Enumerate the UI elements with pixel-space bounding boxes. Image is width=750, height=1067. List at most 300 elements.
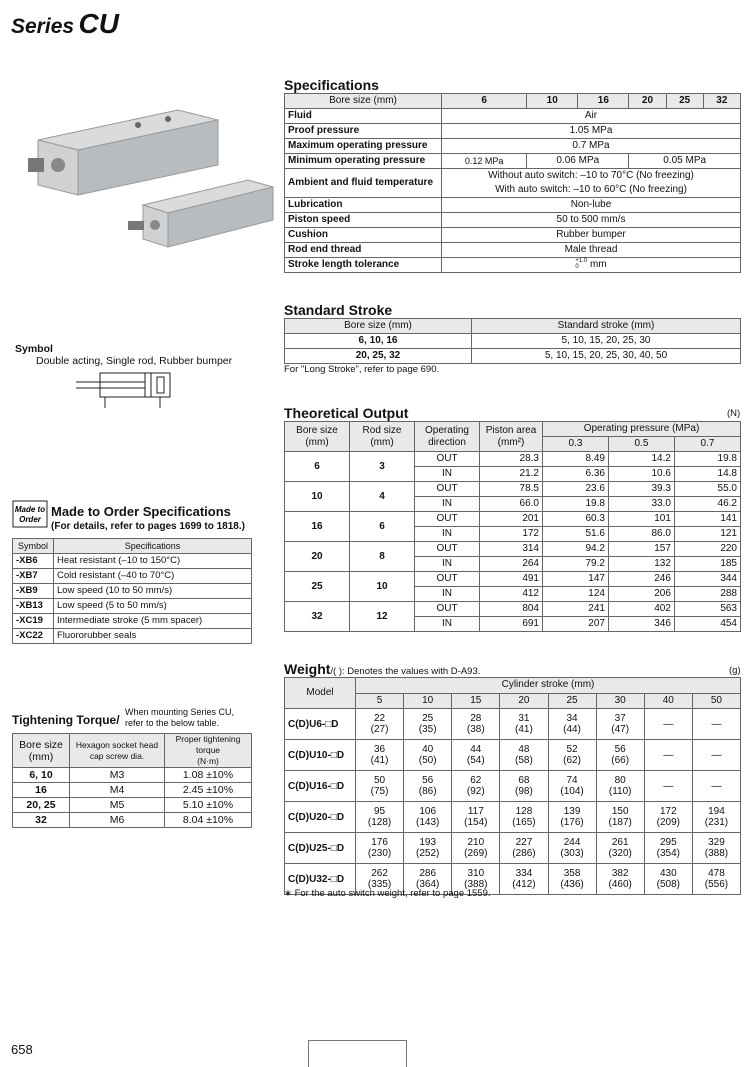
standard-stroke-title: Standard Stroke bbox=[284, 302, 393, 318]
spec-row-ambient bbox=[285, 169, 741, 198]
output-bore: 32 bbox=[285, 602, 350, 632]
weight-model: C(D)U25-□D bbox=[285, 833, 356, 864]
weight-value-a93: (436) bbox=[560, 879, 584, 890]
bore-10: 10 bbox=[527, 94, 578, 109]
weight-cell bbox=[644, 864, 692, 895]
weight-cell bbox=[692, 864, 740, 895]
output-direction: OUT bbox=[415, 572, 480, 587]
weight-value: — bbox=[711, 718, 722, 730]
output-direction: IN bbox=[415, 527, 480, 542]
torque-row bbox=[13, 798, 252, 813]
theoretical-output-table bbox=[284, 421, 741, 632]
spec-row bbox=[285, 213, 741, 228]
output-direction: IN bbox=[415, 617, 480, 632]
spec-row-tolerance bbox=[285, 258, 741, 273]
weight-table bbox=[284, 677, 741, 895]
weight-cell bbox=[548, 864, 596, 895]
output-rod: 3 bbox=[350, 452, 415, 482]
spec-label: Fluid bbox=[285, 109, 442, 124]
output-area: 491 bbox=[480, 572, 543, 587]
output-direction: OUT bbox=[415, 482, 480, 497]
torque-row bbox=[13, 783, 252, 798]
tq-header-torque-2: (N·m) bbox=[197, 756, 219, 766]
out-header-area bbox=[480, 422, 543, 452]
weight-value: 95 bbox=[374, 806, 386, 817]
tq-header-bore-label: Bore size bbox=[19, 738, 63, 751]
weight-cell bbox=[644, 709, 692, 740]
out-header-rod-label: Rod size bbox=[362, 424, 402, 436]
weight-value: 36 bbox=[374, 744, 386, 755]
tolerance-unit: mm bbox=[589, 259, 607, 270]
torque-value: 5.10 ±10% bbox=[165, 798, 252, 813]
mto-symbol: -XC19 bbox=[13, 614, 54, 629]
output-value-0-7: 344 bbox=[674, 572, 740, 587]
weight-stroke-5: 5 bbox=[356, 693, 404, 709]
weight-value-a93: (75) bbox=[370, 786, 389, 797]
weight-value-a93: (54) bbox=[466, 755, 485, 766]
weight-row bbox=[285, 709, 741, 740]
weight-value: 80 bbox=[614, 775, 626, 786]
output-value-0-5: 346 bbox=[608, 617, 674, 632]
output-value-0-3: 94.2 bbox=[543, 542, 609, 557]
output-value-0-7: 141 bbox=[674, 512, 740, 527]
output-value-0-5: 402 bbox=[608, 602, 674, 617]
torque-note bbox=[125, 707, 234, 729]
weight-value-a93: (128) bbox=[367, 817, 392, 828]
weight-cell bbox=[644, 771, 692, 802]
spec-row bbox=[285, 139, 741, 154]
weight-value-a93: (388) bbox=[464, 879, 488, 890]
output-value-0-5: 101 bbox=[608, 512, 674, 527]
series-prefix: Series bbox=[11, 15, 75, 38]
weight-stroke-40: 40 bbox=[644, 693, 692, 709]
specifications-table bbox=[284, 93, 741, 273]
bore-6: 6 bbox=[442, 94, 527, 109]
weight-value-a93: (86) bbox=[418, 786, 437, 797]
spec-row bbox=[285, 109, 741, 124]
weight-title: Weight bbox=[284, 661, 331, 677]
weight-value: 56 bbox=[614, 744, 626, 755]
weight-cell bbox=[356, 771, 404, 802]
std-strokes: 5, 10, 15, 20, 25, 30 bbox=[472, 334, 741, 349]
weight-value-a93: (92) bbox=[466, 786, 485, 797]
torque-value: 8.04 ±10% bbox=[165, 813, 252, 828]
spec-label: Lubrication bbox=[285, 198, 442, 213]
mto-row bbox=[13, 554, 252, 569]
weight-value-a93: (286) bbox=[512, 848, 536, 859]
weight-value: 172 bbox=[659, 806, 677, 817]
torque-note-line-1: When mounting Series CU, bbox=[125, 707, 235, 717]
theoretical-output-title: Theoretical Output bbox=[284, 405, 409, 421]
weight-value: — bbox=[663, 780, 674, 792]
tq-header-bore-unit: (mm) bbox=[28, 750, 54, 763]
output-direction: OUT bbox=[415, 602, 480, 617]
mto-symbol: -XB6 bbox=[13, 554, 54, 569]
weight-value-a93: (47) bbox=[611, 724, 630, 735]
weight-value: 34 bbox=[566, 713, 578, 724]
mto-spec: Fluororubber seals bbox=[54, 629, 252, 644]
weight-value: 358 bbox=[563, 868, 581, 879]
mto-symbol: -XB13 bbox=[13, 599, 54, 614]
output-value-0-3: 207 bbox=[543, 617, 609, 632]
output-row bbox=[285, 512, 741, 527]
output-rod: 8 bbox=[350, 542, 415, 572]
mto-row bbox=[13, 614, 252, 629]
weight-stroke-10: 10 bbox=[404, 693, 452, 709]
weight-value-a93: (230) bbox=[367, 848, 392, 859]
mto-spec: Low speed (5 to 50 mm/s) bbox=[54, 599, 252, 614]
tq-header-hex-2: cap screw dia. bbox=[89, 750, 145, 761]
out-header-bore bbox=[285, 422, 350, 452]
spec-row bbox=[285, 243, 741, 258]
footer-tab bbox=[308, 1040, 407, 1067]
weight-value: 430 bbox=[659, 868, 677, 879]
weight-cell bbox=[500, 740, 548, 771]
min-pressure-6: 0.12 MPa bbox=[442, 154, 527, 169]
weight-value: 117 bbox=[467, 806, 484, 817]
weight-value-a93: (35) bbox=[418, 724, 437, 735]
weight-cell bbox=[644, 802, 692, 833]
output-direction: IN bbox=[415, 467, 480, 482]
output-direction: IN bbox=[415, 497, 480, 512]
spec-row bbox=[285, 198, 741, 213]
output-value-0-7: 55.0 bbox=[674, 482, 740, 497]
spec-value: Air bbox=[442, 109, 741, 124]
spec-value: 50 to 500 mm/s bbox=[442, 213, 741, 228]
weight-value-a93: (335) bbox=[367, 879, 392, 890]
weight-cell bbox=[500, 864, 548, 895]
torque-bore: 20, 25 bbox=[13, 798, 70, 813]
weight-stroke-50: 50 bbox=[692, 693, 740, 709]
pressure-0-3: 0.3 bbox=[543, 437, 609, 452]
weight-cell bbox=[404, 740, 452, 771]
output-value-0-5: 157 bbox=[608, 542, 674, 557]
bore-20: 20 bbox=[629, 94, 666, 109]
weight-row bbox=[285, 802, 741, 833]
spec-row bbox=[285, 124, 741, 139]
weight-value: 329 bbox=[708, 837, 725, 848]
output-rod: 6 bbox=[350, 512, 415, 542]
weight-stroke-15: 15 bbox=[452, 693, 500, 709]
output-area: 804 bbox=[480, 602, 543, 617]
mto-row bbox=[13, 584, 252, 599]
weight-cell bbox=[500, 709, 548, 740]
weight-value-a93: (110) bbox=[608, 786, 632, 797]
output-value-0-3: 8.49 bbox=[543, 452, 609, 467]
weight-value: 22 bbox=[374, 713, 386, 724]
weight-value: 334 bbox=[515, 868, 533, 879]
weight-model: C(D)U6-□D bbox=[285, 709, 356, 740]
output-value-0-3: 241 bbox=[543, 602, 609, 617]
weight-value-a93: (354) bbox=[656, 848, 680, 859]
tq-header-torque bbox=[165, 734, 252, 768]
mto-row bbox=[13, 569, 252, 584]
output-value-0-7: 19.8 bbox=[674, 452, 740, 467]
weight-value: 128 bbox=[515, 806, 533, 817]
pressure-0-7: 0.7 bbox=[674, 437, 740, 452]
weight-cell bbox=[452, 740, 500, 771]
weight-cell bbox=[644, 833, 692, 864]
output-value-0-5: 86.0 bbox=[608, 527, 674, 542]
weight-header-stroke: Cylinder stroke (mm) bbox=[356, 678, 741, 694]
mto-row bbox=[13, 629, 252, 644]
weight-cell bbox=[692, 740, 740, 771]
mto-header-spec: Specifications bbox=[54, 539, 252, 554]
weight-value-a93: (165) bbox=[512, 817, 536, 828]
std-row bbox=[285, 334, 741, 349]
weight-value-a93: (412) bbox=[512, 879, 536, 890]
out-header-pressure: Operating pressure (MPa) bbox=[543, 422, 741, 437]
specifications-title: Specifications bbox=[284, 77, 379, 93]
weight-cell bbox=[452, 802, 500, 833]
spec-row bbox=[285, 228, 741, 243]
cylinder-large-illustration bbox=[28, 110, 218, 195]
weight-value-a93: (460) bbox=[608, 879, 632, 890]
weight-cell bbox=[356, 740, 404, 771]
output-direction: IN bbox=[415, 587, 480, 602]
std-header-stroke: Standard stroke (mm) bbox=[472, 319, 741, 334]
output-row bbox=[285, 542, 741, 557]
std-bore: 6, 10, 16 bbox=[285, 334, 472, 349]
weight-cell bbox=[596, 864, 644, 895]
ambient-line-2: With auto switch: –10 to 60°C (No freezing) bbox=[495, 184, 687, 195]
output-value-0-3: 19.8 bbox=[543, 497, 609, 512]
spec-value: Non-lube bbox=[442, 198, 741, 213]
tq-header-bore bbox=[13, 734, 70, 768]
ambient-value bbox=[442, 169, 741, 198]
spec-value: 0.7 MPa bbox=[442, 139, 741, 154]
mto-row bbox=[13, 599, 252, 614]
output-rod: 4 bbox=[350, 482, 415, 512]
weight-value-a93: (98) bbox=[515, 786, 533, 797]
weight-cell bbox=[692, 833, 740, 864]
weight-cell bbox=[404, 771, 452, 802]
bore-16: 16 bbox=[578, 94, 629, 109]
weight-stroke-20: 20 bbox=[500, 693, 548, 709]
output-value-0-5: 246 bbox=[608, 572, 674, 587]
weight-value-a93: (58) bbox=[515, 755, 533, 766]
weight-value: — bbox=[711, 749, 722, 761]
torque-bore: 32 bbox=[13, 813, 70, 828]
weight-value: 139 bbox=[563, 806, 581, 817]
torque-screw: M5 bbox=[70, 798, 165, 813]
output-bore: 6 bbox=[285, 452, 350, 482]
weight-value-a93: (303) bbox=[560, 848, 584, 859]
weight-cell bbox=[500, 802, 548, 833]
weight-cell bbox=[500, 833, 548, 864]
out-header-area-unit: (mm²) bbox=[497, 436, 525, 448]
tq-header-hex bbox=[70, 734, 165, 768]
weight-value-a93: (187) bbox=[608, 817, 632, 828]
weight-model: C(D)U32-□D bbox=[285, 864, 356, 895]
weight-value: 261 bbox=[611, 837, 629, 848]
weight-value-a93: (44) bbox=[563, 724, 581, 735]
std-strokes: 5, 10, 15, 20, 25, 30, 40, 50 bbox=[472, 349, 741, 364]
torque-table bbox=[12, 733, 252, 828]
weight-value: 25 bbox=[422, 713, 434, 724]
weight-value: 310 bbox=[467, 868, 485, 879]
tq-header-torque-1: Proper tightening torque bbox=[175, 734, 241, 755]
weight-stroke-30: 30 bbox=[596, 693, 644, 709]
weight-value: 193 bbox=[419, 837, 437, 848]
tolerance-value bbox=[442, 258, 741, 273]
mto-symbol: -XB9 bbox=[13, 584, 54, 599]
output-area: 21.2 bbox=[480, 467, 543, 482]
output-area: 28.3 bbox=[480, 452, 543, 467]
mto-rows bbox=[13, 554, 252, 644]
weight-value: 56 bbox=[422, 775, 434, 786]
weight-value: 176 bbox=[371, 837, 388, 848]
output-rows bbox=[285, 452, 741, 632]
output-value-0-7: 185 bbox=[674, 557, 740, 572]
mto-spec: Intermediate stroke (5 mm spacer) bbox=[54, 614, 252, 629]
pneumatic-symbol-icon bbox=[70, 368, 180, 412]
mto-table bbox=[12, 538, 252, 644]
bore-header: Bore size (mm) bbox=[285, 94, 442, 109]
weight-value: 48 bbox=[518, 744, 530, 755]
output-value-0-7: 454 bbox=[674, 617, 740, 632]
output-direction: IN bbox=[415, 557, 480, 572]
weight-row bbox=[285, 833, 741, 864]
weight-subtitle: /( ): Denotes the values with D-A93. bbox=[330, 666, 481, 677]
out-header-dir bbox=[415, 422, 480, 452]
weight-cell bbox=[548, 709, 596, 740]
out-header-area-label: Piston area bbox=[485, 424, 537, 436]
weight-value: 106 bbox=[419, 806, 437, 817]
weight-cell bbox=[404, 802, 452, 833]
spec-label: Minimum operating pressure bbox=[285, 154, 442, 169]
torque-value: 1.08 ±10% bbox=[165, 768, 252, 783]
weight-value: — bbox=[663, 718, 674, 730]
output-value-0-3: 23.6 bbox=[543, 482, 609, 497]
spec-row-min-pressure bbox=[285, 154, 741, 169]
symbol-desc: Double acting, Single rod, Rubber bumper bbox=[36, 355, 233, 367]
weight-value-a93: (62) bbox=[563, 755, 581, 766]
weight-value: 262 bbox=[371, 868, 388, 879]
torque-note-line-2: refer to the below table. bbox=[125, 718, 220, 728]
output-area: 412 bbox=[480, 587, 543, 602]
output-area: 66.0 bbox=[480, 497, 543, 512]
output-value-0-7: 46.2 bbox=[674, 497, 740, 512]
output-value-0-7: 220 bbox=[674, 542, 740, 557]
weight-value-a93: (143) bbox=[416, 817, 440, 828]
weight-row bbox=[285, 740, 741, 771]
output-value-0-5: 10.6 bbox=[608, 467, 674, 482]
weight-value-a93: (41) bbox=[370, 755, 389, 766]
std-row bbox=[285, 349, 741, 364]
standard-stroke-table bbox=[284, 318, 741, 364]
output-value-0-3: 51.6 bbox=[543, 527, 609, 542]
weight-value-a93: (154) bbox=[464, 817, 488, 828]
output-value-0-7: 563 bbox=[674, 602, 740, 617]
weight-cell bbox=[692, 709, 740, 740]
weight-value: 210 bbox=[467, 837, 485, 848]
weight-value: 227 bbox=[515, 837, 533, 848]
bore-25: 25 bbox=[666, 94, 703, 109]
weight-cell bbox=[596, 833, 644, 864]
output-row bbox=[285, 602, 741, 617]
std-note: For "Long Stroke", refer to page 690. bbox=[284, 364, 440, 375]
output-value-0-7: 121 bbox=[674, 527, 740, 542]
torque-value: 2.45 ±10% bbox=[165, 783, 252, 798]
weight-cell bbox=[404, 833, 452, 864]
out-header-rod-unit: (mm) bbox=[370, 436, 394, 448]
weight-value-a93: (252) bbox=[416, 848, 440, 859]
symbol-title: Symbol bbox=[15, 343, 53, 355]
weight-cell bbox=[500, 771, 548, 802]
output-row bbox=[285, 452, 741, 467]
weight-value: 286 bbox=[419, 868, 437, 879]
weight-cell bbox=[548, 833, 596, 864]
weight-value: 44 bbox=[470, 744, 482, 755]
series-title bbox=[11, 8, 119, 40]
weight-cell bbox=[404, 709, 452, 740]
weight-value-a93: (176) bbox=[560, 817, 584, 828]
mto-spec: Heat resistant (–10 to 150°C) bbox=[54, 554, 252, 569]
torque-screw: M6 bbox=[70, 813, 165, 828]
page-number: 658 bbox=[11, 1042, 33, 1057]
out-header-bore-label: Bore size bbox=[296, 424, 338, 436]
weight-value-a93: (269) bbox=[464, 848, 488, 859]
output-area: 314 bbox=[480, 542, 543, 557]
output-direction: OUT bbox=[415, 512, 480, 527]
weight-value-a93: (508) bbox=[656, 879, 680, 890]
spec-label: Cushion bbox=[285, 228, 442, 243]
weight-value: 31 bbox=[518, 713, 530, 724]
weight-cell bbox=[596, 709, 644, 740]
spec-value: Male thread bbox=[442, 243, 741, 258]
weight-cell bbox=[356, 802, 404, 833]
out-header-dir-label-2: direction bbox=[428, 436, 466, 448]
output-value-0-7: 288 bbox=[674, 587, 740, 602]
weight-header-model: Model bbox=[285, 678, 356, 709]
mto-title: Made to Order Specifications bbox=[51, 504, 231, 519]
torque-screw: M4 bbox=[70, 783, 165, 798]
mto-symbol: -XB7 bbox=[13, 569, 54, 584]
output-direction: OUT bbox=[415, 452, 480, 467]
product-photo bbox=[28, 95, 278, 265]
output-direction: OUT bbox=[415, 542, 480, 557]
output-rod: 10 bbox=[350, 572, 415, 602]
torque-screw: M3 bbox=[70, 768, 165, 783]
weight-cell bbox=[452, 833, 500, 864]
weight-cell bbox=[644, 740, 692, 771]
tolerance-limits bbox=[575, 258, 587, 270]
spec-label: Proof pressure bbox=[285, 124, 442, 139]
min-pressure-10-16: 0.06 MPa bbox=[527, 154, 629, 169]
weight-rows bbox=[285, 709, 741, 895]
pressure-0-5: 0.5 bbox=[608, 437, 674, 452]
badge-line-2: Order bbox=[19, 515, 41, 524]
weight-value: 50 bbox=[374, 775, 386, 786]
weight-value: — bbox=[663, 749, 674, 761]
torque-rows bbox=[13, 768, 252, 828]
weight-value: 295 bbox=[659, 837, 677, 848]
weight-note: ∗ For the auto switch weight, refer to page 1559. bbox=[284, 888, 491, 899]
spec-label: Piston speed bbox=[285, 213, 442, 228]
weight-value-a93: (50) bbox=[418, 755, 437, 766]
series-name: CU bbox=[78, 8, 119, 39]
weight-value: 244 bbox=[563, 837, 581, 848]
weight-value-a93: (66) bbox=[611, 755, 630, 766]
weight-cell bbox=[548, 771, 596, 802]
output-value-0-3: 6.36 bbox=[543, 467, 609, 482]
weight-value-a93: (41) bbox=[515, 724, 533, 735]
output-rod: 12 bbox=[350, 602, 415, 632]
spec-label: Maximum operating pressure bbox=[285, 139, 442, 154]
weight-value: 28 bbox=[470, 713, 482, 724]
weight-model: C(D)U16-□D bbox=[285, 771, 356, 802]
